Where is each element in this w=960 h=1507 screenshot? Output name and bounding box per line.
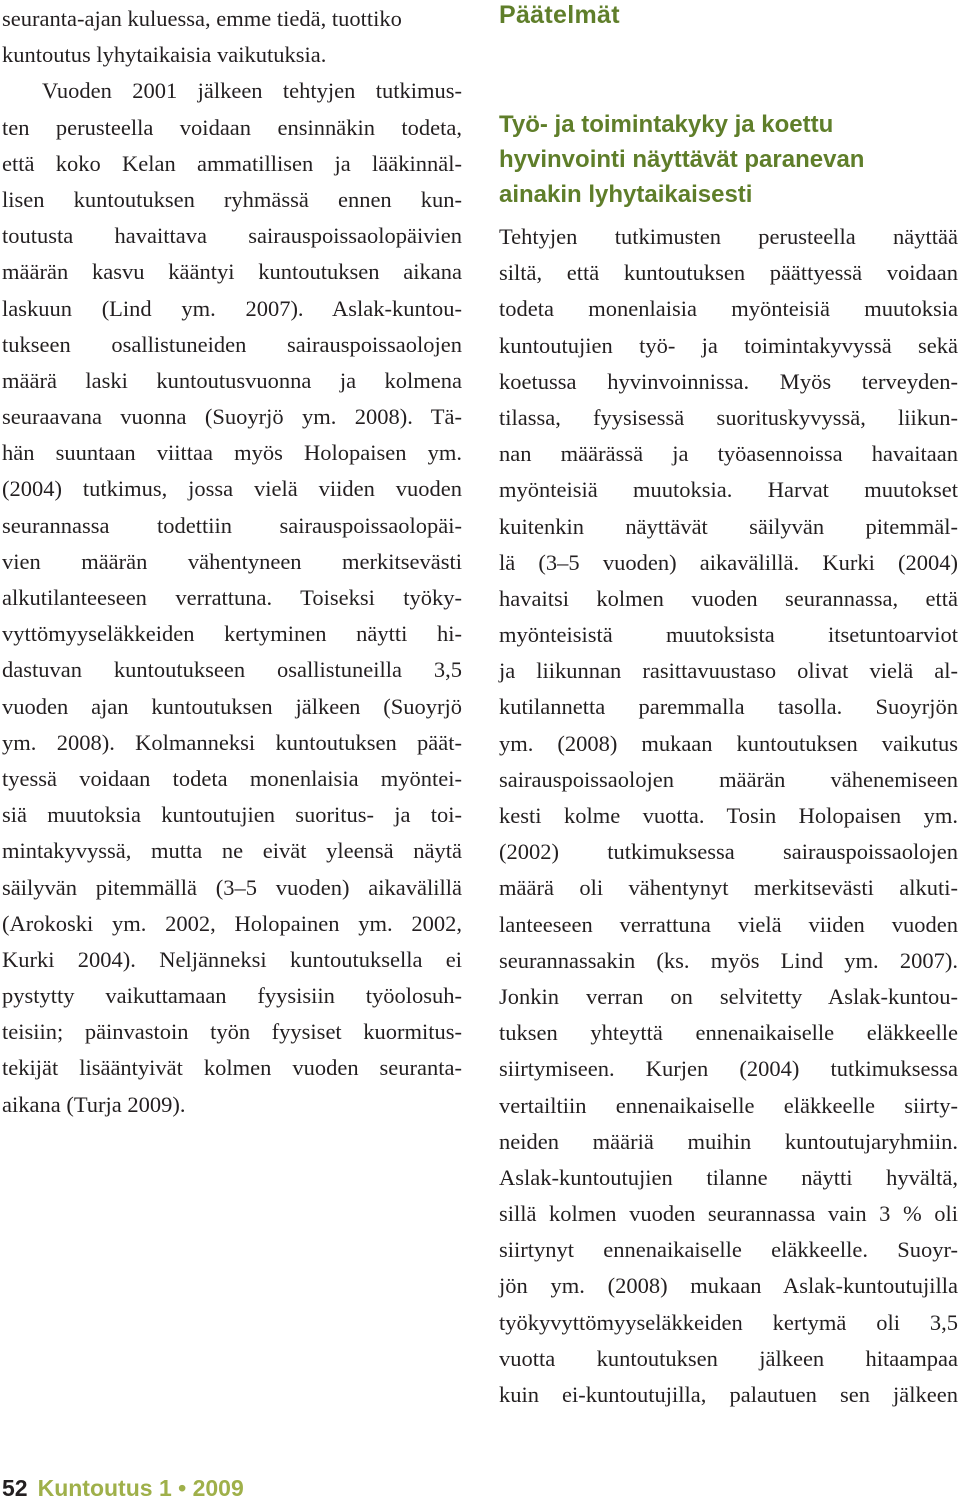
body-line: että koko Kelan ammatillisen ja lääkinnäl-	[2, 150, 462, 176]
body-line: neiden määriä muihin kuntoutujaryhmiin.	[499, 1128, 958, 1154]
body-line: lä (3–5 vuoden) aikavälillä. Kurki (2004)	[499, 549, 958, 575]
body-line: toutusta havaittava sairauspoissaolopäivien	[2, 223, 462, 249]
page-footer	[2, 1473, 244, 1503]
body-line: työkyvyttömyyseläkkeiden kertymä oli 3,5	[499, 1309, 958, 1335]
body-line: ten perusteella voidaan ensinnäkin todeta,	[2, 114, 462, 140]
body-line: kuitenkin näyttävät säilyvän pitemmäl-	[499, 513, 958, 539]
body-line: alkutilanteeseen verrattuna. Toiseksi työky-	[2, 585, 462, 610]
body-line: teisiin; päinvastoin työn fyysiset kuormitus-	[2, 1019, 462, 1045]
body-line: tekijät lisääntyivät kolmen vuoden seuranta-	[2, 1055, 462, 1081]
body-line: säilyvän pitemmällä (3–5 vuoden) aikavälillä	[2, 874, 462, 900]
body-line: vertailtiin ennenaikaiselle eläkkeelle siirty-	[499, 1092, 958, 1118]
body-line: kuntoutus lyhytaikaisia vaikutuksia.	[2, 42, 327, 68]
body-line: seuranta-ajan kuluessa, emme tiedä, tuottiko	[2, 6, 402, 31]
body-line: määrä laski kuntoutusvuonna ja kolmena	[2, 367, 462, 393]
body-line: (Arokoski ym. 2002, Holopainen ym. 2002,	[2, 910, 462, 936]
body-line: myönteisiä muutoksia. Harvat muutokset	[499, 477, 958, 503]
body-line: Vuoden 2001 jälkeen tehtyjen tutkimus-	[42, 78, 462, 104]
body-line: kesti kolme vuotta. Tosin Holopaisen ym.	[499, 803, 958, 828]
body-line: Kurki 2004). Neljänneksi kuntoutuksella ei	[2, 946, 462, 972]
body-line: Jonkin verran on selvitetty Aslak-kuntou-	[499, 983, 958, 1009]
body-line: kuin ei-kuntoutujilla, palautuen sen jälkeen	[499, 1382, 958, 1407]
body-line: vuoden ajan kuntoutuksen jälkeen (Suoyrjö	[2, 693, 462, 719]
body-line: todeta monenlaisia myönteisiä muutoksia	[499, 296, 958, 322]
body-line: tukseen osallistuneiden sairauspoissaolojen	[2, 331, 462, 357]
subheading-line: ainakin lyhytaikaisesti	[499, 181, 753, 208]
left-column	[2, 1, 462, 1123]
body-line: tyessä voidaan todeta monenlaisia myöntei-	[2, 765, 462, 791]
body-line: pystytty vaikuttamaan fyysisiin työolosuh-	[2, 983, 462, 1009]
body-line: Aslak-kuntoutujien tilanne näytti hyvältä,	[499, 1164, 958, 1190]
body-line: kutilannetta paremmalla tasolla. Suoyrjön	[499, 694, 958, 720]
body-line: seurannassa todettiin sairauspoissaolopäi-	[2, 512, 462, 538]
body-line: ja liikunnan rasittavuustaso olivat vielä al-	[499, 658, 958, 684]
right-column	[499, 219, 958, 1413]
body-line: Tehtyjen tutkimusten perusteella näyttää	[499, 224, 958, 249]
subheading-line: Työ- ja toimintakyky ja koettu	[499, 111, 834, 138]
body-line: kuntoutujien työ- ja toimintakyvyssä sekä	[499, 332, 958, 358]
body-line: jön ym. (2008) mukaan Aslak-kuntoutujilla	[499, 1273, 958, 1299]
body-line: vyttömyyseläkkeiden kertyminen näytti hi-	[2, 621, 462, 647]
body-line: hän suuntaan viittaa myös Holopaisen ym.	[2, 440, 462, 466]
body-line: tilassa, fyysisessä suorituskyvyssä, liikun-	[499, 404, 958, 430]
body-line: nan määrässä ja työasennoissa havaitaan	[499, 441, 958, 467]
body-line: (2002) tutkimuksessa sairauspoissaolojen	[499, 839, 958, 865]
body-line: sairauspoissaolojen määrän vähenemiseen	[499, 766, 958, 792]
body-line: ym. 2008). Kolmanneksi kuntoutuksen päät-	[2, 729, 462, 755]
body-line: lanteeseen verrattuna vielä viiden vuoden	[499, 911, 958, 937]
body-line: siirtynyt ennenaikaiselle eläkkeelle. Suoyr-	[499, 1237, 958, 1263]
body-line: tuksen yhteyttä ennenaikaiselle eläkkeelle	[499, 1020, 958, 1046]
body-line: seuraavana vuonna (Suoyrjö ym. 2008). Tä-	[2, 404, 462, 430]
body-line: siirtymiseen. Kurjen (2004) tutkimuksessa	[499, 1056, 958, 1082]
body-line: siltä, että kuntoutuksen päättyessä voidaan	[499, 260, 958, 286]
body-line: laskuun (Lind ym. 2007). Aslak-kuntou-	[2, 295, 462, 321]
body-line: havaitsi kolmen vuoden seurannassa, että	[499, 585, 958, 611]
section-title: Päätelmät	[499, 1, 620, 29]
body-line: ym. (2008) mukaan kuntoutuksen vaikutus	[499, 730, 958, 756]
page-number: 52	[2, 1475, 28, 1501]
body-line: (2004) tutkimus, jossa vielä viiden vuoden	[2, 476, 462, 502]
subheading	[499, 107, 959, 212]
body-line: lisen kuntoutuksen ryhmässä ennen kun-	[2, 186, 462, 212]
body-line: seurannassakin (ks. myös Lind ym. 2007).	[499, 947, 958, 973]
body-line: määrä oli vähentynyt merkitsevästi alkuti-	[499, 875, 958, 901]
subheading-line: hyvinvointi näyttävät paranevan	[499, 146, 865, 173]
body-line: dastuvan kuntoutukseen osallistuneilla 3,5	[2, 657, 462, 683]
body-line: myönteisistä muutoksista itsetuntoarviot	[499, 622, 958, 648]
body-line: sillä kolmen vuoden seurannassa vain 3 % oli	[499, 1201, 958, 1227]
body-line: vien määrän vähentyneen merkitsevästi	[2, 548, 462, 574]
publication-name: Kuntoutus 1 • 2009	[37, 1475, 244, 1501]
body-line: koetussa hyvinvoinnissa. Myös terveyden-	[499, 368, 958, 394]
body-line: mintakyvyssä, mutta ne eivät yleensä näytä	[2, 838, 462, 864]
body-line: aikana (Turja 2009).	[2, 1091, 186, 1117]
body-line: vuotta kuntoutuksen jälkeen hitaampaa	[499, 1345, 958, 1371]
body-line: siä muutoksia kuntoutujien suoritus- ja toi-	[2, 802, 462, 828]
body-line: määrän kasvu kääntyi kuntoutuksen aikana	[2, 259, 462, 285]
